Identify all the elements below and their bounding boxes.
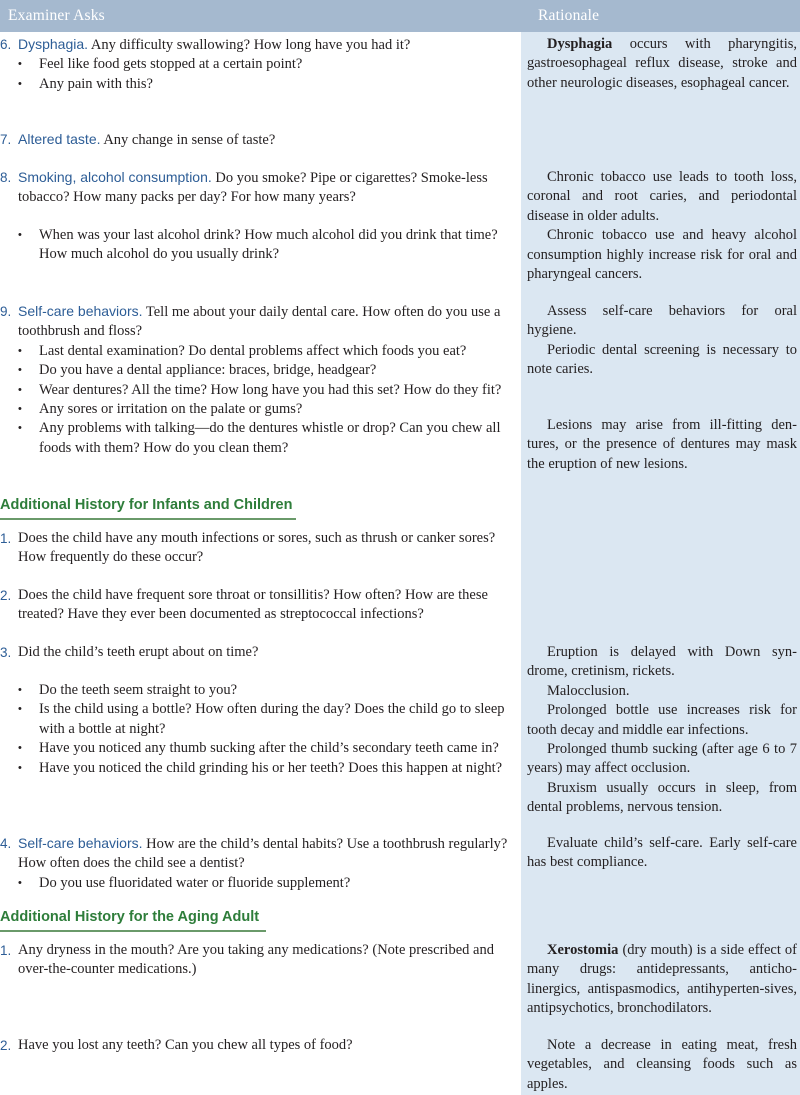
- rationale-text: Assess self-care behaviors for oral hygiene.: [527, 303, 797, 339]
- ask-aging-1: [0, 941, 510, 980]
- item-text: Does the child have frequent sore throat or tonsillitis? How often? How are these treated? Have they ever been documented as streptococcal infections?: [18, 587, 488, 623]
- ask-child-3-bullets: [0, 681, 510, 778]
- rationale-aging-1: [527, 941, 797, 1019]
- section-underline: [0, 518, 296, 520]
- rationale-text: Eruption is delayed with Down syn-drome, cretinism, rickets.: [527, 644, 797, 680]
- item-title: Self-care behaviors.: [18, 303, 143, 319]
- bullet-text: Do you use fluoridated water or fluoride supplement?: [39, 874, 351, 891]
- bullet-icon: •: [18, 876, 22, 889]
- item-number: 7.: [0, 132, 12, 147]
- rationale-text: Note a decrease in eating meat, fresh vegetables, and cleansing foods such as apples.: [527, 1037, 797, 1092]
- bullet-icon: •: [18, 344, 22, 357]
- table-header: [0, 0, 800, 32]
- bullet-text: Have you noticed any thumb sucking after the child’s secondary teeth came in?: [39, 740, 499, 757]
- bullet-icon: •: [18, 229, 22, 241]
- section-heading-children: Additional History for Infants and Children: [0, 497, 293, 513]
- header-examiner-asks: Examiner Asks: [8, 7, 105, 24]
- item-text: How are the child’s dental habits? Use a toothbrush regularly? How often does the child see a dentist?: [18, 836, 508, 872]
- item-number: 6.: [0, 37, 12, 52]
- ask-item-8: [0, 168, 510, 208]
- rationale-aging-2: [527, 1036, 797, 1094]
- bullet-text: Any pain with this?: [39, 75, 153, 92]
- ask-child-1: [0, 529, 510, 568]
- ask-item-9: [0, 302, 510, 458]
- item-title: Dysphagia.: [18, 36, 89, 52]
- section-underline: [0, 930, 266, 932]
- rationale-item-9b: [527, 416, 797, 474]
- item-title: Altered taste.: [18, 131, 101, 147]
- rationale-text: Prolonged thumb sucking (after age 6 to 7 years) may affect occlusion.: [527, 741, 797, 777]
- bullet-icon: •: [18, 77, 22, 90]
- bullet-text: Any sores or irritation on the palate or gums?: [39, 401, 303, 418]
- item-number: 2.: [0, 1038, 12, 1053]
- rationale-text: Prolonged bottle use increases risk for tooth decay and middle ear infections.: [527, 702, 797, 738]
- bullet-text: Have you noticed the child grinding his or her teeth? Does this happen at night?: [39, 759, 503, 776]
- section-heading-aging: Additional History for the Aging Adult: [0, 909, 260, 925]
- item-number: 1.: [0, 531, 12, 546]
- rationale-text: Periodic dental screening is necessary to note caries.: [527, 341, 797, 378]
- ask-child-3: [0, 643, 510, 662]
- item-number: 9.: [0, 304, 12, 319]
- item-number: 2.: [0, 588, 12, 603]
- rationale-text: Chronic tobacco use and heavy alcohol consumption highly increase risk for oral and pharyngeal cancers.: [527, 227, 797, 283]
- bullet-icon: •: [18, 364, 22, 377]
- ask-item-7: [0, 130, 510, 150]
- bullet-text: Do the teeth seem straight to you?: [39, 682, 238, 698]
- rationale-term: Dysphagia: [547, 36, 613, 52]
- bullet-icon: •: [18, 742, 22, 755]
- bullet-icon: •: [18, 58, 22, 71]
- rationale-text: Evaluate child’s self-care. Early self-care has best compliance.: [527, 835, 797, 871]
- item-number: 3.: [0, 645, 12, 660]
- bullet-text: Feel like food gets stopped at a certain point?: [39, 56, 303, 73]
- item-title: Smoking, alcohol consumption.: [18, 169, 212, 185]
- bullet-icon: •: [18, 761, 22, 774]
- rationale-text: (dry mouth) is a side effect of many drugs: antidepressants, anticho-linergics, antispasmodics, antihyperten-sives, antipsychotics, bronchodilators.: [527, 942, 797, 1017]
- rationale-item-6: [527, 35, 797, 93]
- ask-item-8-bullet: [0, 226, 510, 265]
- bullet-text: Last dental examination? Do dental problems affect which foods you eat?: [39, 342, 467, 359]
- item-text: Any change in sense of taste?: [100, 132, 276, 148]
- item-text: Have you lost any teeth? Can you chew all types of food?: [18, 1037, 353, 1053]
- bullet-icon: •: [18, 383, 22, 396]
- rationale-child-3: [527, 643, 797, 818]
- bullet-text: When was your last alcohol drink? How much alcohol did you drink that time? How much alcohol do you usually drink?: [39, 227, 498, 263]
- item-title: Self-care behaviors.: [18, 835, 143, 851]
- ask-child-2: [0, 586, 510, 625]
- item-text: Any dryness in the mouth? Are you taking any medications? (Note prescribed and over-the-counter medications.): [18, 942, 494, 978]
- bullet-icon: •: [18, 422, 22, 435]
- bullet-icon: •: [18, 403, 22, 416]
- header-rationale: Rationale: [538, 7, 600, 24]
- item-number: 4.: [0, 836, 12, 851]
- item-text: Tell me about your daily dental care. How often do you use a toothbrush and floss?: [18, 304, 501, 340]
- rationale-text: Chronic tobacco use leads to tooth loss, coronal and root caries, and periodontal disease in older adults.: [527, 169, 797, 224]
- rationale-column-background: [521, 0, 800, 1095]
- rationale-text: Lesions may arise from ill-fitting den-tures, or the presence of dentures may mask the eruption of new lesions.: [527, 417, 797, 472]
- item-text: Do you smoke? Pipe or cigarettes? Smoke-less tobacco? How many packs per day? For how many years?: [18, 170, 488, 206]
- ask-aging-2: [0, 1036, 510, 1055]
- bullet-text: Do you have a dental appliance: braces, bridge, headgear?: [39, 362, 377, 379]
- item-text: Any difficulty swallowing? How long have you had it?: [88, 37, 411, 53]
- ask-child-4: [0, 834, 510, 893]
- rationale-term: Xerostomia: [547, 942, 619, 958]
- rationale-item-8: [527, 168, 797, 284]
- item-number: 8.: [0, 170, 12, 185]
- rationale-text: occurs with pharyngitis, gastroesophageal reflux disease, stroke and other neurologic diseases, esophageal cancer.: [527, 36, 797, 91]
- ask-item-6: [0, 35, 510, 94]
- rationale-text: Bruxism usually occurs in sleep, from dental problems, nervous tension.: [527, 779, 797, 816]
- item-text: Does the child have any mouth infections or sores, such as thrush or canker sores? How frequently do these occur?: [18, 530, 496, 566]
- rationale-child-4: [527, 834, 797, 873]
- bullet-text: Any problems with talking—do the dentures whistle or drop? Can you chew all foods with them? How do you clean them?: [39, 420, 501, 456]
- rationale-text: Malocclusion.: [547, 682, 630, 699]
- rationale-item-9a: [527, 302, 797, 380]
- item-number: 1.: [0, 943, 12, 958]
- bullet-icon: •: [18, 703, 22, 716]
- bullet-icon: •: [18, 684, 22, 696]
- item-text: Did the child’s teeth erupt about on time?: [18, 644, 259, 660]
- bullet-text: Is the child using a bottle? How often during the day? Does the child go to sleep with a bottle at night?: [39, 701, 505, 737]
- bullet-text: Wear dentures? All the time? How long have you had this set? How do they fit?: [39, 381, 502, 398]
